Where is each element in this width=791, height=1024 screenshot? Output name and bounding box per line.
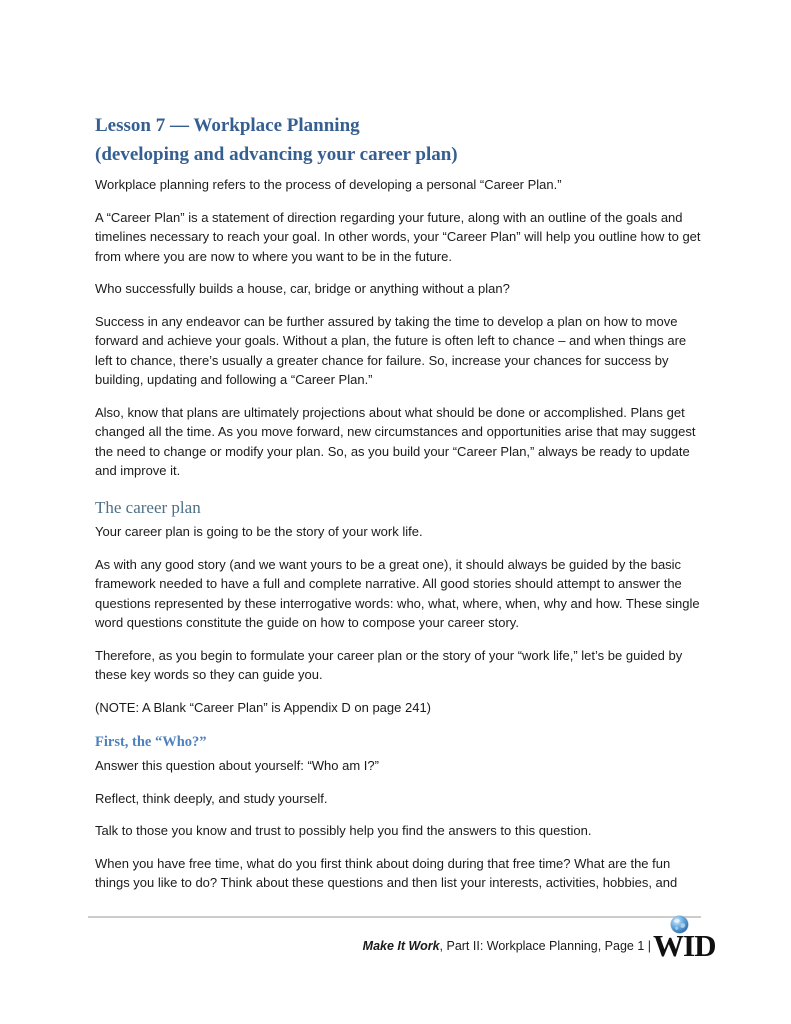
footer-citation xyxy=(363,939,651,953)
wid-logo xyxy=(653,915,716,965)
paragraph-answer-question: Answer this question about yourself: “Who am I?” xyxy=(95,758,379,773)
section-heading-career-plan: The career plan xyxy=(95,497,201,517)
paragraph-intro: Workplace planning refers to the process of developing a personal “Career Plan.” xyxy=(95,177,562,192)
paragraph-free-time: When you have free time, what do you first think about doing during that free time? What are the fun things you like to do? Think about these questions and then list your interests, activities, hobbies, and xyxy=(95,855,678,890)
paragraph-good-story: As with any good story (and we want yours to be a great one), it should always be guided by the basic framework needed to have a full and complete narrative. All good stories should attempt to answer the questions represented by these interrogative words: who, what, where, when, why and how. These single word questions constitute the guide on how to compose your career story. xyxy=(95,556,700,631)
paragraph-reflect: Reflect, think deeply, and study yourself. xyxy=(95,790,328,806)
lesson-title-line2: (developing and advancing your career plan) xyxy=(95,143,458,165)
paragraph-success: Success in any endeavor can be further assured by taking the time to develop a plan on how to move forward and achieve your goals. Without a plan, the future is often left to chance – and when things are left to chance, there’s usually a greater chance for failure. So, increase your chances for success by building, updating and following a “Career Plan.” xyxy=(95,313,687,387)
footer-divider xyxy=(88,916,701,918)
wid-logo-text: WID xyxy=(653,928,716,963)
section-heading-first-who: First, the “Who?” xyxy=(95,734,207,751)
paragraph-note-appendix: (NOTE: A Blank “Career Plan” is Appendix D on page 241) xyxy=(95,699,432,715)
document-content xyxy=(95,112,705,906)
lesson-title xyxy=(95,112,705,169)
paragraph-therefore: Therefore, as you begin to formulate your career plan or the story of your “work life,” let’s be guided by these key words so they can guide you. xyxy=(95,647,683,683)
lesson-title-line1: Lesson 7 — Workplace Planning xyxy=(95,115,360,136)
paragraph-who-builds: Who successfully builds a house, car, bridge or anything without a plan? xyxy=(95,281,510,296)
footer-book-title: Make It Work xyxy=(362,939,440,953)
paragraph-talk-to-those: Talk to those you know and trust to possibly help you find the answers to this question. xyxy=(95,823,592,838)
paragraph-also-know: Also, know that plans are ultimately projections about what should be done or accomplished. Plans get changed all the time. As you move forward, new circumstances and opportunities arise that may suggest the need to change or modify your plan. So, as you build your “Career Plan,” always be ready to update and improve it. xyxy=(95,404,696,478)
footer-citation-rest: , Part II: Workplace Planning, Page 1 | xyxy=(439,939,651,953)
paragraph-story: Your career plan is going to be the story of your work life. xyxy=(95,524,423,540)
paragraph-career-plan-definition: A “Career Plan” is a statement of direction regarding your future, along with an outline of the goals and timelines necessary to reach your goal. In other words, your “Career Plan” will help you outline how to get from where you are now to where you want to be in the future. xyxy=(95,209,701,264)
